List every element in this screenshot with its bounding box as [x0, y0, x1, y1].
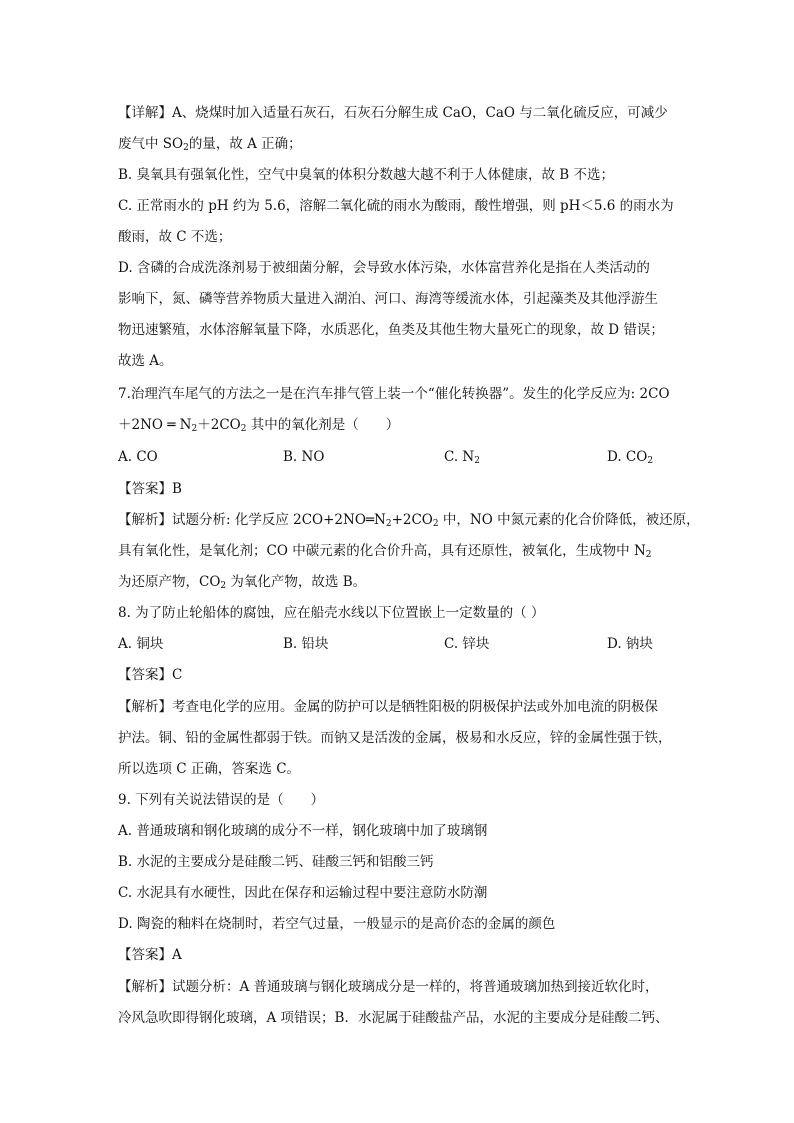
detail-line-1: 【详解】A、烧煤时加入适量石灰石，石灰石分解生成 CaO，CaO 与二氧化硫反应，可减少: [118, 105, 668, 121]
q9-option-b: B. 水泥的主要成分是硅酸二钙、硅酸三钙和铝酸三钙: [118, 854, 434, 870]
detail-line-c1: C. 正常雨水的 pH 约为 5.6，溶解二氧化硫的雨水为酸雨，酸性增强，则 pH＜5.6 的雨水为: [118, 198, 674, 214]
q7-option-c: C. $N_2$: [444, 449, 480, 466]
q7-explanation-3: 为还原产物，$CO_2$ 为氧化产物，故选 B。: [118, 574, 367, 591]
q7-option-b: B. NO: [283, 449, 325, 465]
detail-line-conclusion: 故选 A。: [118, 353, 173, 369]
detail-line-b: B. 臭氧具有强氧化性，空气中臭氧的体积分数越大越不利于人体健康，故 B 不选；: [118, 167, 615, 183]
q9-answer: 【答案】A: [118, 947, 182, 963]
q7-option-a: A. CO: [118, 449, 158, 465]
q9-explanation-1: 【解析】试题分析：A 普通玻璃与钢化玻璃成分是一样的，将普通玻璃加热到接近软化时，: [118, 979, 659, 995]
q9-option-c: C. 水泥具有水硬性，因此在保存和运输过程中要注意防水防潮: [118, 885, 488, 901]
detail-line-d2: 影响下，氮、磷等营养物质大量进入湖泊、河口、海湾等缓流水体，引起藻类及其他浮游生: [118, 291, 658, 307]
q7-option-d: D. $CO_2$: [607, 449, 654, 466]
q7-stem-line-1: 7.治理汽车尾气的方法之一是在汽车排气管上装一个“催化转换器”。发生的化学反应为: 2CO: [118, 386, 670, 402]
q8-option-d: D. 钠块: [607, 636, 653, 652]
detail-line-d3: 物迅速繁殖，水体溶解氧量下降，水质恶化，鱼类及其他生物大量死亡的现象，故 D 错误；: [118, 322, 664, 338]
q8-explanation-2: 护法。铜、铅的金属性都弱于铁。而钠又是活泼的金属，极易和水反应，锌的金属性强于铁，: [118, 730, 672, 746]
q7-explanation-1: 【解析】试题分析: 化学反应 $2CO+2NO═N_2+2CO_2$ 中，NO 中氮元素的化合价降低，被还原，: [118, 512, 700, 529]
detail-line-c2: 酸雨，故 C 不选；: [118, 229, 232, 245]
q9-explanation-2: 冷风急吹即得钢化玻璃，A 项错误；B．水泥属于硅酸盐产品，水泥的主要成分是硅酸二钙、: [118, 1010, 669, 1026]
q8-explanation-1: 【解析】考查电化学的应用。金属的防护可以是牺牲阳极的阴极保护法或外加电流的阴极保: [118, 699, 658, 715]
detail-line-2: 废气中 $SO_2$的量，故 A 正确；: [118, 136, 302, 153]
q9-option-d: D. 陶瓷的釉料在烧制时，若空气过量，一般显示的是高价态的金属的颜色: [118, 916, 556, 932]
q8-answer: 【答案】C: [118, 667, 183, 683]
q8-option-b: B. 铅块: [283, 636, 329, 652]
q8-option-a: A. 铜块: [118, 636, 164, 652]
q7-explanation-2: 具有氧化性，是氧化剂；CO 中碳元素的化合价升高，具有还原性，被氧化，生成物中 $N_2$: [118, 543, 652, 560]
q8-explanation-3: 所以选项 C 正确，答案选 C。: [118, 761, 301, 777]
q9-stem: 9. 下列有关说法错误的是（ ）: [118, 792, 325, 808]
q9-option-a: A. 普通玻璃和钢化玻璃的成分不一样，钢化玻璃中加了玻璃钢: [118, 823, 488, 839]
q7-stem-line-2: ＋2NO ═ $N_2+2CO_2$ 其中的氧化剂是（ ）: [118, 417, 400, 434]
detail-line-d1: D. 含磷的合成洗涤剂易于被细菌分解，会导致水体污染，水体富营养化是指在人类活动的: [118, 260, 650, 276]
q8-option-c: C. 锌块: [444, 636, 490, 652]
q7-answer: 【答案】B: [118, 481, 182, 497]
q8-stem: 8. 为了防止轮船体的腐蚀，应在船壳水线以下位置嵌上一定数量的（ ）: [118, 605, 545, 621]
